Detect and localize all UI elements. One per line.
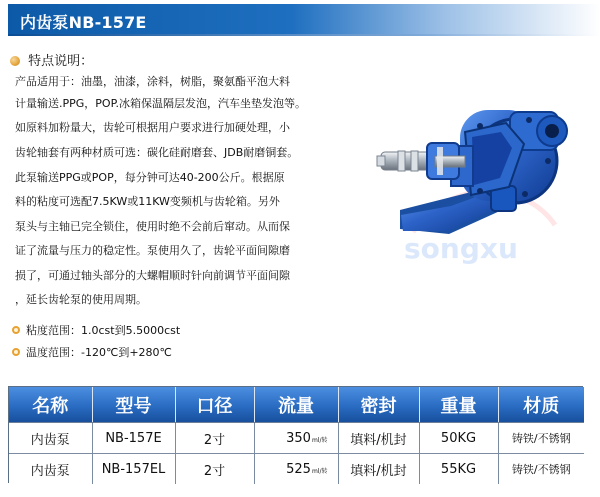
features-title: 特点说明： bbox=[28, 54, 94, 69]
internal-gear-pump-illustration bbox=[374, 95, 587, 285]
temperature-range bbox=[12, 344, 172, 360]
header-material: 材质 bbox=[498, 387, 584, 423]
cell-model: NB-157E bbox=[92, 423, 175, 454]
cell-material: 铸铁/不锈钢 bbox=[498, 454, 584, 485]
description-line-5: 此泵输送PPG或POP，每分钟可达40-200公斤。根据原 bbox=[15, 171, 285, 184]
temperature-text: 温度范围：-120℃到+280℃ bbox=[26, 346, 172, 359]
cell-material: 铸铁/不锈钢 bbox=[498, 423, 584, 454]
header-model: 型号 bbox=[92, 387, 175, 423]
flow-unit: ml/转 bbox=[311, 436, 328, 444]
pump-image bbox=[374, 95, 587, 285]
cell-seal: 填料/机封 bbox=[338, 454, 419, 485]
description-line-2: 计量输送.PPG，POP.冰箱保温隔层发泡，汽车坐垫发泡等。 bbox=[15, 97, 306, 110]
cell-flow bbox=[254, 423, 338, 454]
pump-body bbox=[400, 110, 567, 234]
description-line-4: 齿轮轴套有两种材质可选：碳化硅耐磨套、JDB耐磨铜套。 bbox=[15, 146, 299, 159]
header-seal: 密封 bbox=[338, 387, 419, 423]
title-underline bbox=[8, 34, 600, 36]
table-row bbox=[9, 423, 584, 454]
cell-weight: 55KG bbox=[419, 454, 498, 485]
cell-model: NB-157EL bbox=[92, 454, 175, 485]
viscosity-text: 粘度范围：1.0cst到5.5000cst bbox=[26, 324, 181, 337]
cell-caliber: 2寸 bbox=[175, 423, 254, 454]
page-title: 内齿泵NB-157E bbox=[20, 13, 147, 32]
cell-flow bbox=[254, 454, 338, 485]
description-line-9: 损了，可通过轴头部分的大螺帽顺时针向前调节平面间隙 bbox=[15, 269, 290, 282]
orange-ring-icon bbox=[12, 326, 20, 334]
cell-weight: 50KG bbox=[419, 423, 498, 454]
orange-ring-icon bbox=[12, 348, 20, 356]
flow-unit: ml/转 bbox=[311, 467, 328, 475]
description-line-10: ，延长齿轮泵的使用周期。 bbox=[15, 293, 147, 306]
table-row bbox=[9, 454, 584, 485]
cell-name: 内齿泵 bbox=[9, 423, 92, 454]
cell-seal: 填料/机封 bbox=[338, 423, 419, 454]
description-line-1: 产品适用于：油墨，油漆，涂料，树脂，聚氨酯平泡大料 bbox=[15, 75, 290, 88]
orange-bullet-icon bbox=[10, 56, 20, 66]
description-line-6: 料的粘度可选配7.5KW或11KW变频机与齿轮箱。另外 bbox=[15, 195, 280, 208]
description-line-8: 证了流量与压力的稳定性。泵使用久了，齿轮平面间隙磨 bbox=[15, 244, 290, 257]
header-weight: 重量 bbox=[419, 387, 498, 423]
cell-name: 内齿泵 bbox=[9, 454, 92, 485]
cell-caliber: 2寸 bbox=[175, 454, 254, 485]
header-flow: 流量 bbox=[254, 387, 338, 423]
description-line-7: 泵头与主轴已完全锁住，使用时绝不会前后窜动。从而保 bbox=[15, 220, 290, 233]
features-heading bbox=[10, 50, 94, 69]
title-bar bbox=[8, 4, 600, 34]
table-header-row bbox=[9, 387, 584, 423]
specification-table bbox=[8, 386, 583, 483]
pump-spec-table bbox=[9, 387, 584, 484]
flow-value: 525 bbox=[286, 461, 311, 477]
pump-shaft bbox=[377, 143, 465, 179]
header-name: 名称 bbox=[9, 387, 92, 423]
flow-value: 350 bbox=[286, 430, 311, 446]
header-caliber: 口径 bbox=[175, 387, 254, 423]
songxu-watermark: songxu bbox=[404, 232, 518, 265]
description-line-3: 如原料加粉量大，齿轮可根据用户要求进行加硬处理，小 bbox=[15, 121, 290, 134]
viscosity-range bbox=[12, 322, 180, 338]
